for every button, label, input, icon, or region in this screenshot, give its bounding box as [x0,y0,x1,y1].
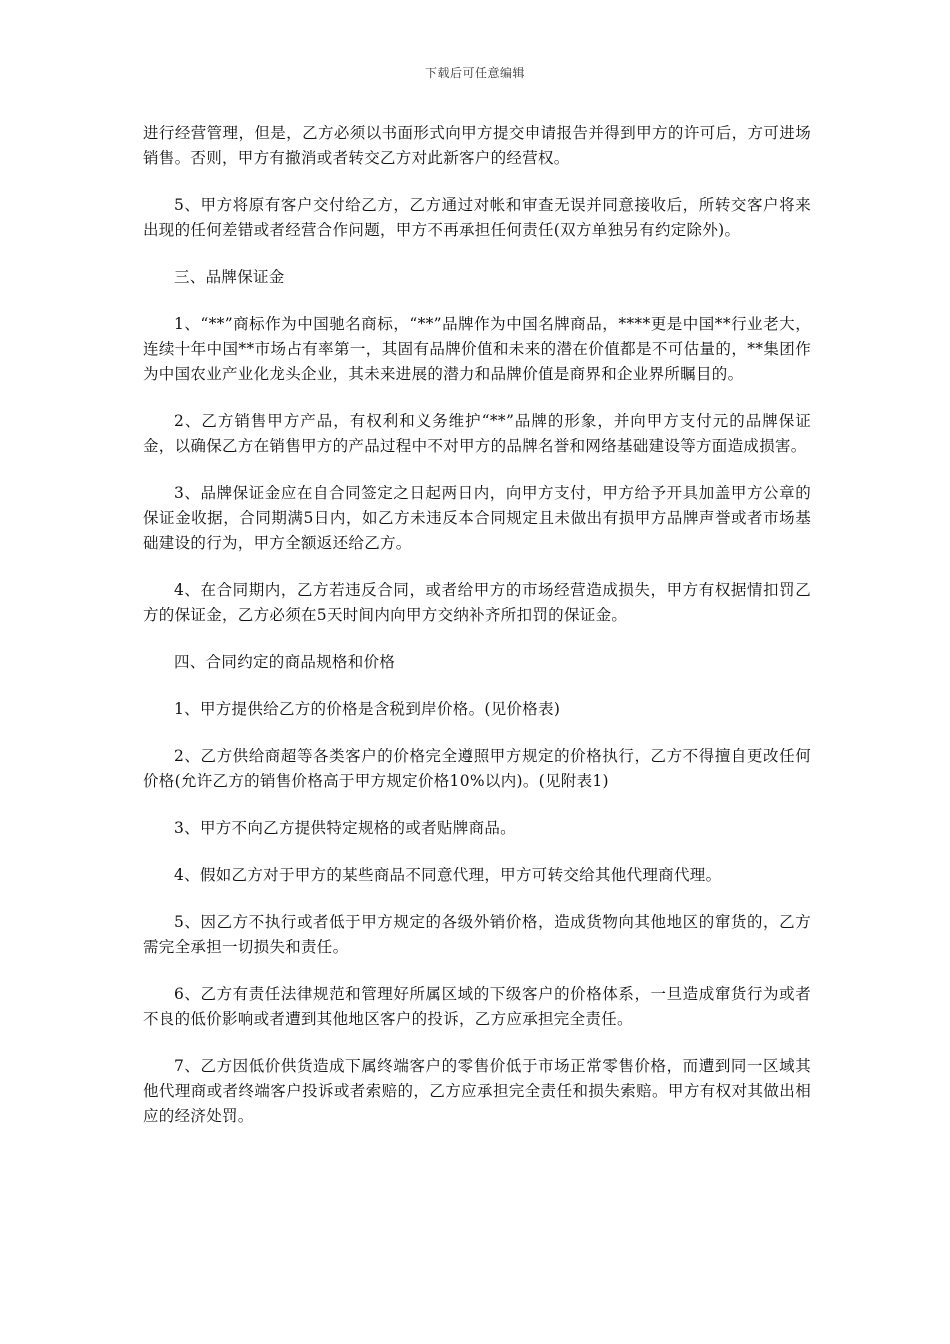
paragraph-clause-5-transfer: 5、甲方将原有客户交付给乙方，乙方通过对帐和审查无误并同意接收后，所转交客户将来出现的任何差错或者经营合作问题，甲方不再承担任何责任(双方单独另有约定除外)。 [143,196,811,239]
section-heading-brand-deposit: 三、品牌保证金 [174,268,285,286]
document-body [143,121,811,1151]
paragraph-price-3: 3、甲方不向乙方提供特定规格的或者贴牌商品。 [174,819,516,837]
paragraph-continuation: 进行经营管理，但是，乙方必须以书面形式向甲方提交申请报告并得到甲方的许可后，方可进场销售。否则，甲方有撤消或者转交乙方对此新客户的经营权。 [143,124,811,167]
paragraph-brand-3: 3、品牌保证金应在自合同签定之日起两日内，向甲方支付，甲方给予开具加盖甲方公章的保证金收据，合同期满5日内，如乙方未违反本合同规定且未做出有损甲方品牌声誉或者市场基础建设的行为，甲方全额返还给乙方。 [143,484,811,552]
section-heading-specs-price: 四、合同约定的商品规格和价格 [174,653,396,671]
paragraph-price-5: 5、因乙方不执行或者低于甲方规定的各级外销价格，造成货物向其他地区的窜货的，乙方需完全承担一切损失和责任。 [143,913,811,956]
paragraph-price-1: 1、甲方提供给乙方的价格是含税到岸价格。(见价格表) [174,700,561,718]
page-header: 下载后可任意编辑 [424,66,525,80]
paragraph-brand-4: 4、在合同期内，乙方若违反合同，或者给甲方的市场经营造成损失，甲方有权据情扣罚乙方的保证金，乙方必须在5天时间内向甲方交纳补齐所扣罚的保证金。 [143,581,811,624]
paragraph-price-2: 2、乙方供给商超等各类客户的价格完全遵照甲方规定的价格执行，乙方不得擅自更改任何价格(允许乙方的销售价格高于甲方规定价格10%以内)。(见附表1) [143,747,811,790]
paragraph-brand-1: 1、“**”商标作为中国驰名商标，“**”品牌作为中国名牌商品，****更是中国**行业老大，连续十年中国**市场占有率第一，其固有品牌价值和未来的潜在价值都是不可估量的，**集团作为中国农业产业化龙头企业，其未来进展的潜力和品牌价值是商界和企业界所瞩目的。 [143,315,811,383]
paragraph-price-6: 6、乙方有责任法律规范和管理好所属区域的下级客户的价格体系，一旦造成窜货行为或者不良的低价影响或者遭到其他地区客户的投诉，乙方应承担完全责任。 [143,985,811,1028]
paragraph-price-7: 7、乙方因低价供货造成下属终端客户的零售价低于市场正常零售价格，而遭到同一区域其他代理商或者终端客户投诉或者索赔的，乙方应承担完全责任和损失索赔。甲方有权对其做出相应的经济处罚。 [143,1057,811,1125]
paragraph-price-4: 4、假如乙方对于甲方的某些商品不同意代理，甲方可转交给其他代理商代理。 [174,866,722,884]
paragraph-brand-2: 2、乙方销售甲方产品，有权利和义务维护“**”品牌的形象，并向甲方支付元的品牌保证金，以确保乙方在销售甲方的产品过程中不对甲方的品牌名誉和网络基础建设等方面造成损害。 [143,412,811,455]
